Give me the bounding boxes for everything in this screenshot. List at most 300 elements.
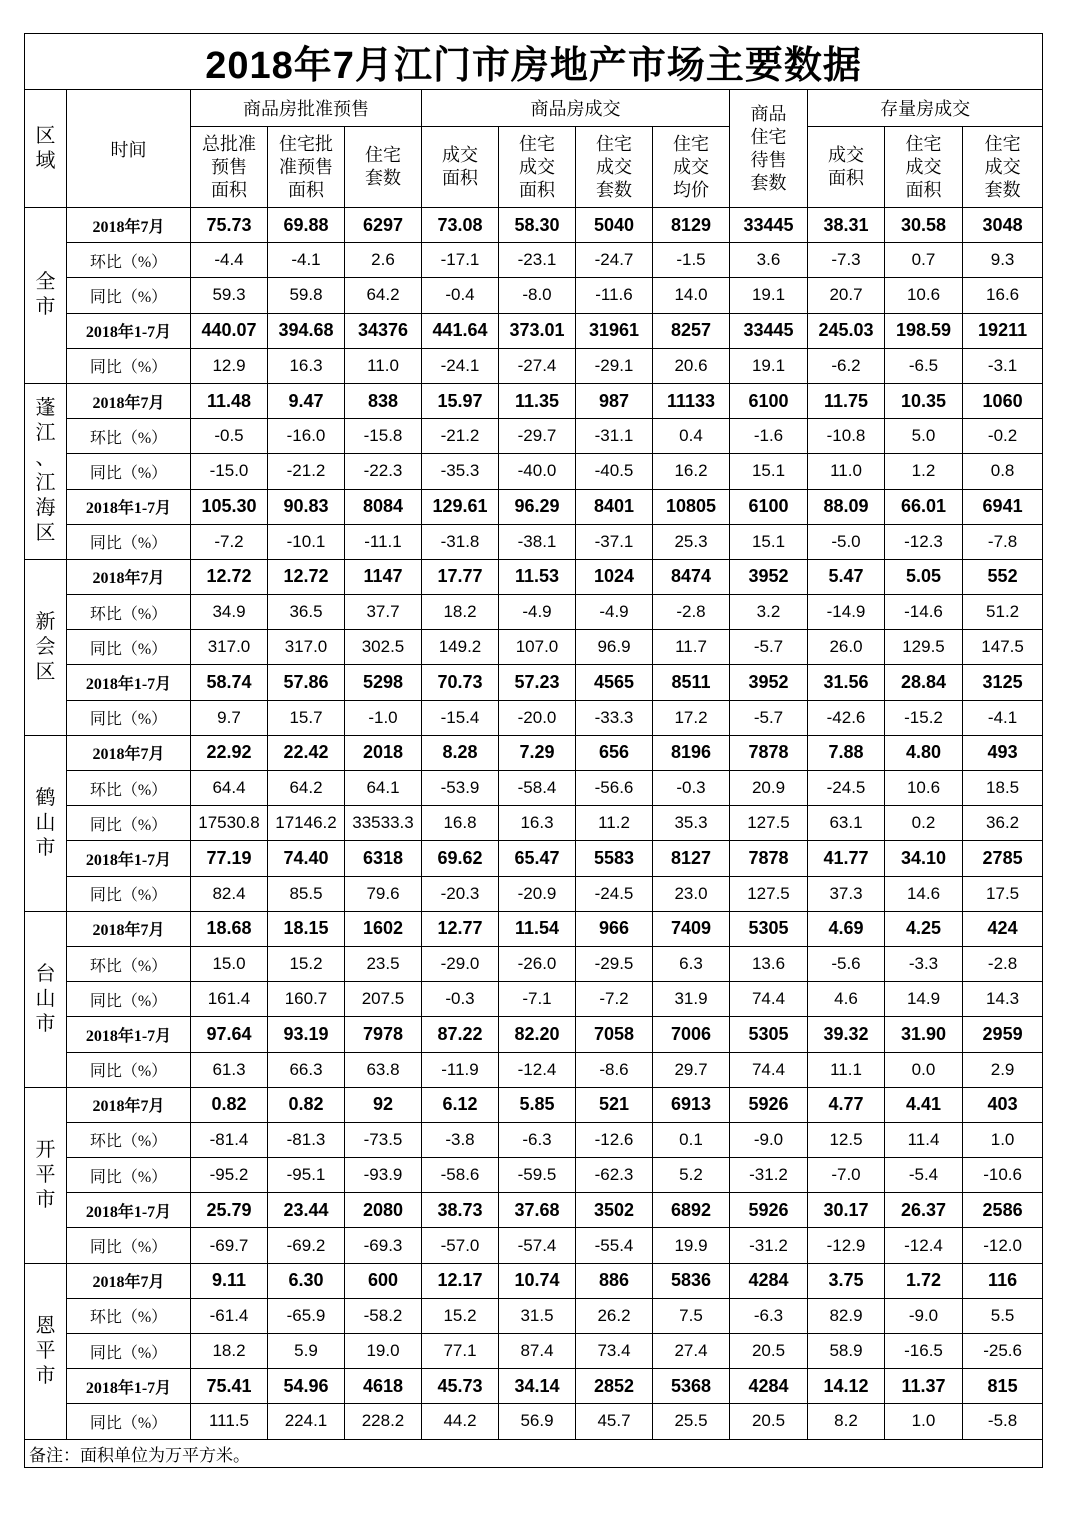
- region-cell: [25, 735, 67, 911]
- value-cell: 25.79: [191, 1193, 268, 1228]
- table-row: [25, 208, 1043, 243]
- value-cell: 1024: [576, 559, 653, 594]
- value-cell: -11.6: [576, 278, 653, 313]
- table-row: [25, 700, 1043, 735]
- row-label: 2018年7月: [67, 559, 191, 594]
- value-cell: 28.84: [885, 665, 963, 700]
- value-cell: 26.0: [808, 630, 885, 665]
- value-cell: 4.69: [808, 911, 885, 946]
- value-cell: -11.9: [422, 1052, 499, 1087]
- value-cell: -65.9: [268, 1298, 345, 1333]
- table-row: [25, 841, 1043, 876]
- value-cell: -15.0: [191, 454, 268, 489]
- table-row: [25, 595, 1043, 630]
- value-cell: 85.5: [268, 876, 345, 911]
- value-cell: 7.29: [499, 735, 576, 770]
- value-cell: 6100: [730, 489, 808, 524]
- value-cell: 11.48: [191, 383, 268, 418]
- value-cell: 6100: [730, 383, 808, 418]
- value-cell: 127.5: [730, 806, 808, 841]
- column-header-line: 总批准: [202, 133, 256, 154]
- column-header-line: 成交: [442, 145, 478, 165]
- value-cell: -40.0: [499, 454, 576, 489]
- value-cell: 56.9: [499, 1404, 576, 1439]
- table-row: [25, 911, 1043, 946]
- value-cell: 5.0: [885, 419, 963, 454]
- row-label: 同比（%）: [67, 1228, 191, 1263]
- value-cell: 207.5: [345, 982, 422, 1017]
- value-cell: 59.8: [268, 278, 345, 313]
- table-row: [25, 489, 1043, 524]
- footnote: 备注：面积单位为万平方米。: [25, 1439, 1043, 1467]
- row-label: 同比（%）: [67, 524, 191, 559]
- region-cell: [25, 208, 67, 384]
- table-row: [25, 735, 1043, 770]
- value-cell: 4.41: [885, 1087, 963, 1122]
- row-label: 同比（%）: [67, 454, 191, 489]
- value-cell: 2785: [963, 841, 1043, 876]
- value-cell: 45.7: [576, 1404, 653, 1439]
- value-cell: 64.1: [345, 771, 422, 806]
- value-cell: 3.2: [730, 595, 808, 630]
- value-cell: -15.8: [345, 419, 422, 454]
- value-cell: 129.61: [422, 489, 499, 524]
- column-header-line: 成交: [984, 156, 1021, 177]
- value-cell: 38.73: [422, 1193, 499, 1228]
- value-cell: -2.8: [653, 595, 730, 630]
- value-cell: 82.9: [808, 1298, 885, 1333]
- region-name-char: 恩: [35, 1314, 56, 1337]
- value-cell: 521: [576, 1087, 653, 1122]
- value-cell: 79.6: [345, 876, 422, 911]
- table-row: [25, 982, 1043, 1017]
- value-cell: -2.8: [963, 946, 1043, 981]
- table-row: [25, 1193, 1043, 1228]
- value-cell: 11.53: [499, 559, 576, 594]
- value-cell: 129.5: [885, 630, 963, 665]
- value-cell: 600: [345, 1263, 422, 1298]
- row-label: 2018年7月: [67, 383, 191, 418]
- value-cell: -11.1: [345, 524, 422, 559]
- value-cell: 19.0: [345, 1334, 422, 1369]
- value-cell: 317.0: [191, 630, 268, 665]
- value-cell: 57.86: [268, 665, 345, 700]
- value-cell: 12.9: [191, 348, 268, 383]
- value-cell: 23.0: [653, 876, 730, 911]
- value-cell: 39.32: [808, 1017, 885, 1052]
- column-header-line: 住宅: [905, 133, 942, 154]
- value-cell: -22.3: [345, 454, 422, 489]
- column-header-line: 住宅: [596, 133, 632, 154]
- row-label: 环比（%）: [67, 595, 191, 630]
- table-row: [25, 1298, 1043, 1333]
- value-cell: 2.9: [963, 1052, 1043, 1087]
- region-cell: [25, 911, 67, 1087]
- value-cell: -20.3: [422, 876, 499, 911]
- value-cell: 7409: [653, 911, 730, 946]
- value-cell: -58.2: [345, 1298, 422, 1333]
- value-cell: 0.4: [653, 419, 730, 454]
- column-header: [345, 127, 422, 208]
- value-cell: 15.97: [422, 383, 499, 418]
- row-label: 2018年7月: [67, 735, 191, 770]
- value-cell: 31.90: [885, 1017, 963, 1052]
- row-label: 2018年1-7月: [67, 313, 191, 348]
- value-cell: 20.9: [730, 771, 808, 806]
- value-cell: -95.2: [191, 1158, 268, 1193]
- region-cell: [25, 559, 67, 735]
- value-cell: 224.1: [268, 1404, 345, 1439]
- value-cell: 93.19: [268, 1017, 345, 1052]
- region-name-char: 市: [35, 1188, 56, 1211]
- value-cell: 6.3: [653, 946, 730, 981]
- value-cell: -4.9: [499, 595, 576, 630]
- table-row: [25, 1334, 1043, 1369]
- value-cell: -12.6: [576, 1122, 653, 1157]
- value-cell: 11.37: [885, 1369, 963, 1404]
- value-cell: 5583: [576, 841, 653, 876]
- value-cell: -5.0: [808, 524, 885, 559]
- value-cell: 8401: [576, 489, 653, 524]
- value-cell: 82.20: [499, 1017, 576, 1052]
- column-header-line: 住宅: [365, 145, 401, 165]
- region-cell: [25, 1087, 67, 1263]
- value-cell: -5.6: [808, 946, 885, 981]
- value-cell: 6.12: [422, 1087, 499, 1122]
- value-cell: 87.4: [499, 1334, 576, 1369]
- data-sheet: [24, 33, 1042, 1468]
- value-cell: -31.1: [576, 419, 653, 454]
- region-name-char: 江: [35, 422, 56, 445]
- value-cell: 64.2: [345, 278, 422, 313]
- value-cell: 1602: [345, 911, 422, 946]
- value-cell: 2080: [345, 1193, 422, 1228]
- value-cell: 29.7: [653, 1052, 730, 1087]
- value-cell: 18.15: [268, 911, 345, 946]
- value-cell: -35.3: [422, 454, 499, 489]
- table-row: [25, 243, 1043, 278]
- value-cell: 36.5: [268, 595, 345, 630]
- value-cell: 15.0: [191, 946, 268, 981]
- value-cell: 4.77: [808, 1087, 885, 1122]
- column-header-line: 成交: [828, 145, 864, 165]
- value-cell: -15.4: [422, 700, 499, 735]
- value-cell: 5.2: [653, 1158, 730, 1193]
- value-cell: 5926: [730, 1087, 808, 1122]
- value-cell: -23.1: [499, 243, 576, 278]
- value-cell: 4.6: [808, 982, 885, 1017]
- row-label: 环比（%）: [67, 243, 191, 278]
- region-name-char: 鹤: [35, 786, 56, 809]
- value-cell: 92: [345, 1087, 422, 1122]
- value-cell: 90.83: [268, 489, 345, 524]
- table-row: [25, 559, 1043, 594]
- value-cell: 54.96: [268, 1369, 345, 1404]
- value-cell: 31.9: [653, 982, 730, 1017]
- value-cell: -12.4: [499, 1052, 576, 1087]
- value-cell: 10.35: [885, 383, 963, 418]
- value-cell: 57.23: [499, 665, 576, 700]
- column-header-line: 住宅: [519, 133, 555, 154]
- value-cell: 66.3: [268, 1052, 345, 1087]
- value-cell: -37.1: [576, 524, 653, 559]
- value-cell: 88.09: [808, 489, 885, 524]
- value-cell: 14.9: [885, 982, 963, 1017]
- value-cell: -5.7: [730, 630, 808, 665]
- row-label: 2018年7月: [67, 1263, 191, 1298]
- row-label: 同比（%）: [67, 1334, 191, 1369]
- value-cell: 37.7: [345, 595, 422, 630]
- header-group-deal: 商品房成交: [422, 90, 730, 127]
- value-cell: 6892: [653, 1193, 730, 1228]
- value-cell: -1.6: [730, 419, 808, 454]
- value-cell: 87.22: [422, 1017, 499, 1052]
- table-row: [25, 630, 1043, 665]
- value-cell: 11.4: [885, 1122, 963, 1157]
- value-cell: -6.3: [499, 1122, 576, 1157]
- value-cell: 886: [576, 1263, 653, 1298]
- value-cell: 26.37: [885, 1193, 963, 1228]
- value-cell: 59.3: [191, 278, 268, 313]
- column-header-line: 面积: [442, 168, 478, 188]
- value-cell: 12.72: [268, 559, 345, 594]
- value-cell: 1.72: [885, 1263, 963, 1298]
- value-cell: 17.2: [653, 700, 730, 735]
- value-cell: 17.5: [963, 876, 1043, 911]
- table-row: [25, 1052, 1043, 1087]
- value-cell: 3125: [963, 665, 1043, 700]
- value-cell: 10.74: [499, 1263, 576, 1298]
- value-cell: -55.4: [576, 1228, 653, 1263]
- table-row: [25, 454, 1043, 489]
- row-label: 同比（%）: [67, 278, 191, 313]
- region-name-char: 全: [35, 271, 56, 294]
- value-cell: -4.1: [963, 700, 1043, 735]
- value-cell: 74.40: [268, 841, 345, 876]
- region-name-char: 新: [35, 610, 56, 633]
- value-cell: 11.7: [653, 630, 730, 665]
- table-row: [25, 946, 1043, 981]
- value-cell: 10.6: [885, 278, 963, 313]
- value-cell: 228.2: [345, 1404, 422, 1439]
- value-cell: 7978: [345, 1017, 422, 1052]
- value-cell: 7.5: [653, 1298, 730, 1333]
- row-label: 2018年1-7月: [67, 1017, 191, 1052]
- table-row: [25, 1228, 1043, 1263]
- value-cell: -7.8: [963, 524, 1043, 559]
- region-name-char: 市: [35, 1012, 56, 1035]
- value-cell: 77.1: [422, 1334, 499, 1369]
- value-cell: -24.1: [422, 348, 499, 383]
- value-cell: 4284: [730, 1263, 808, 1298]
- value-cell: 149.2: [422, 630, 499, 665]
- value-cell: 19.1: [730, 348, 808, 383]
- value-cell: 34.10: [885, 841, 963, 876]
- value-cell: -69.2: [268, 1228, 345, 1263]
- value-cell: -5.8: [963, 1404, 1043, 1439]
- value-cell: 127.5: [730, 876, 808, 911]
- value-cell: -56.6: [576, 771, 653, 806]
- value-cell: 8127: [653, 841, 730, 876]
- value-cell: 31.5: [499, 1298, 576, 1333]
- value-cell: 9.3: [963, 243, 1043, 278]
- value-cell: 161.4: [191, 982, 268, 1017]
- value-cell: -5.4: [885, 1158, 963, 1193]
- value-cell: 6.30: [268, 1263, 345, 1298]
- value-cell: 22.92: [191, 735, 268, 770]
- value-cell: 30.58: [885, 208, 963, 243]
- value-cell: 75.73: [191, 208, 268, 243]
- value-cell: -14.9: [808, 595, 885, 630]
- value-cell: 656: [576, 735, 653, 770]
- header-time: 时间: [67, 90, 191, 208]
- row-label: 2018年7月: [67, 208, 191, 243]
- value-cell: 75.41: [191, 1369, 268, 1404]
- value-cell: -29.5: [576, 946, 653, 981]
- value-cell: 966: [576, 911, 653, 946]
- table-row: [25, 1263, 1043, 1298]
- value-cell: -73.5: [345, 1122, 422, 1157]
- row-label: 同比（%）: [67, 1158, 191, 1193]
- value-cell: 1.0: [885, 1404, 963, 1439]
- value-cell: 2586: [963, 1193, 1043, 1228]
- value-cell: 0.0: [885, 1052, 963, 1087]
- value-cell: 77.19: [191, 841, 268, 876]
- value-cell: 7058: [576, 1017, 653, 1052]
- region-name-char: 平: [35, 1339, 56, 1362]
- column-header-line: 面积: [828, 168, 864, 188]
- value-cell: 30.17: [808, 1193, 885, 1228]
- value-cell: 7878: [730, 841, 808, 876]
- column-header-line: 面积: [211, 179, 247, 200]
- value-cell: 16.6: [963, 278, 1043, 313]
- value-cell: 107.0: [499, 630, 576, 665]
- value-cell: -24.7: [576, 243, 653, 278]
- value-cell: -53.9: [422, 771, 499, 806]
- column-header-line: 住宅批: [279, 133, 333, 154]
- value-cell: -25.6: [963, 1334, 1043, 1369]
- value-cell: -12.3: [885, 524, 963, 559]
- value-cell: 1.0: [963, 1122, 1043, 1157]
- value-cell: 12.5: [808, 1122, 885, 1157]
- value-cell: 36.2: [963, 806, 1043, 841]
- value-cell: -10.8: [808, 419, 885, 454]
- value-cell: -61.4: [191, 1298, 268, 1333]
- value-cell: -29.7: [499, 419, 576, 454]
- value-cell: 34.9: [191, 595, 268, 630]
- table-row: [25, 1087, 1043, 1122]
- table-row: [25, 348, 1043, 383]
- row-label: 同比（%）: [67, 348, 191, 383]
- value-cell: 23.44: [268, 1193, 345, 1228]
- value-cell: 63.1: [808, 806, 885, 841]
- row-label: 2018年1-7月: [67, 665, 191, 700]
- value-cell: 317.0: [268, 630, 345, 665]
- value-cell: 66.01: [885, 489, 963, 524]
- value-cell: 5.9: [268, 1334, 345, 1369]
- value-cell: -7.0: [808, 1158, 885, 1193]
- value-cell: 5040: [576, 208, 653, 243]
- value-cell: 16.3: [268, 348, 345, 383]
- value-cell: 45.73: [422, 1369, 499, 1404]
- value-cell: 34376: [345, 313, 422, 348]
- value-cell: 440.07: [191, 313, 268, 348]
- row-label: 环比（%）: [67, 771, 191, 806]
- value-cell: 1147: [345, 559, 422, 594]
- value-cell: 7.88: [808, 735, 885, 770]
- value-cell: 37.3: [808, 876, 885, 911]
- value-cell: 105.30: [191, 489, 268, 524]
- value-cell: -7.1: [499, 982, 576, 1017]
- value-cell: -26.0: [499, 946, 576, 981]
- value-cell: 5926: [730, 1193, 808, 1228]
- value-cell: -42.6: [808, 700, 885, 735]
- value-cell: 552: [963, 559, 1043, 594]
- value-cell: 14.0: [653, 278, 730, 313]
- value-cell: 838: [345, 383, 422, 418]
- value-cell: -5.7: [730, 700, 808, 735]
- value-cell: 31961: [576, 313, 653, 348]
- value-cell: -3.8: [422, 1122, 499, 1157]
- value-cell: 69.88: [268, 208, 345, 243]
- value-cell: -33.3: [576, 700, 653, 735]
- value-cell: -69.3: [345, 1228, 422, 1263]
- value-cell: 3.6: [730, 243, 808, 278]
- row-label: 同比（%）: [67, 982, 191, 1017]
- value-cell: 116: [963, 1263, 1043, 1298]
- value-cell: 7006: [653, 1017, 730, 1052]
- row-label: 2018年7月: [67, 911, 191, 946]
- value-cell: 15.7: [268, 700, 345, 735]
- value-cell: -4.9: [576, 595, 653, 630]
- value-cell: 20.5: [730, 1404, 808, 1439]
- value-cell: 33445: [730, 313, 808, 348]
- table-row: [25, 1122, 1043, 1157]
- value-cell: -12.0: [963, 1228, 1043, 1263]
- value-cell: -24.5: [808, 771, 885, 806]
- value-cell: -93.9: [345, 1158, 422, 1193]
- value-cell: 5305: [730, 1017, 808, 1052]
- value-cell: 61.3: [191, 1052, 268, 1087]
- value-cell: -29.1: [576, 348, 653, 383]
- column-header: [191, 127, 268, 208]
- region-name-char: 台: [35, 962, 56, 985]
- value-cell: 20.6: [653, 348, 730, 383]
- value-cell: 0.7: [885, 243, 963, 278]
- region-name-char: 区: [35, 522, 56, 545]
- value-cell: -62.3: [576, 1158, 653, 1193]
- region-name-char: 市: [35, 1364, 56, 1387]
- region-cell: [25, 383, 67, 559]
- column-header: [808, 127, 885, 208]
- row-label: 同比（%）: [67, 630, 191, 665]
- row-label: 2018年1-7月: [67, 841, 191, 876]
- value-cell: 16.3: [499, 806, 576, 841]
- row-label: 环比（%）: [67, 419, 191, 454]
- value-cell: 12.77: [422, 911, 499, 946]
- column-header-line: 套数: [596, 179, 632, 200]
- value-cell: 147.5: [963, 630, 1043, 665]
- value-cell: 23.5: [345, 946, 422, 981]
- value-cell: 19.1: [730, 278, 808, 313]
- value-cell: 424: [963, 911, 1043, 946]
- value-cell: -81.4: [191, 1122, 268, 1157]
- header-inventory-line: 套数: [750, 172, 787, 193]
- row-label: 环比（%）: [67, 946, 191, 981]
- value-cell: -38.1: [499, 524, 576, 559]
- header-region-char: 域: [35, 149, 56, 172]
- column-header: [422, 127, 499, 208]
